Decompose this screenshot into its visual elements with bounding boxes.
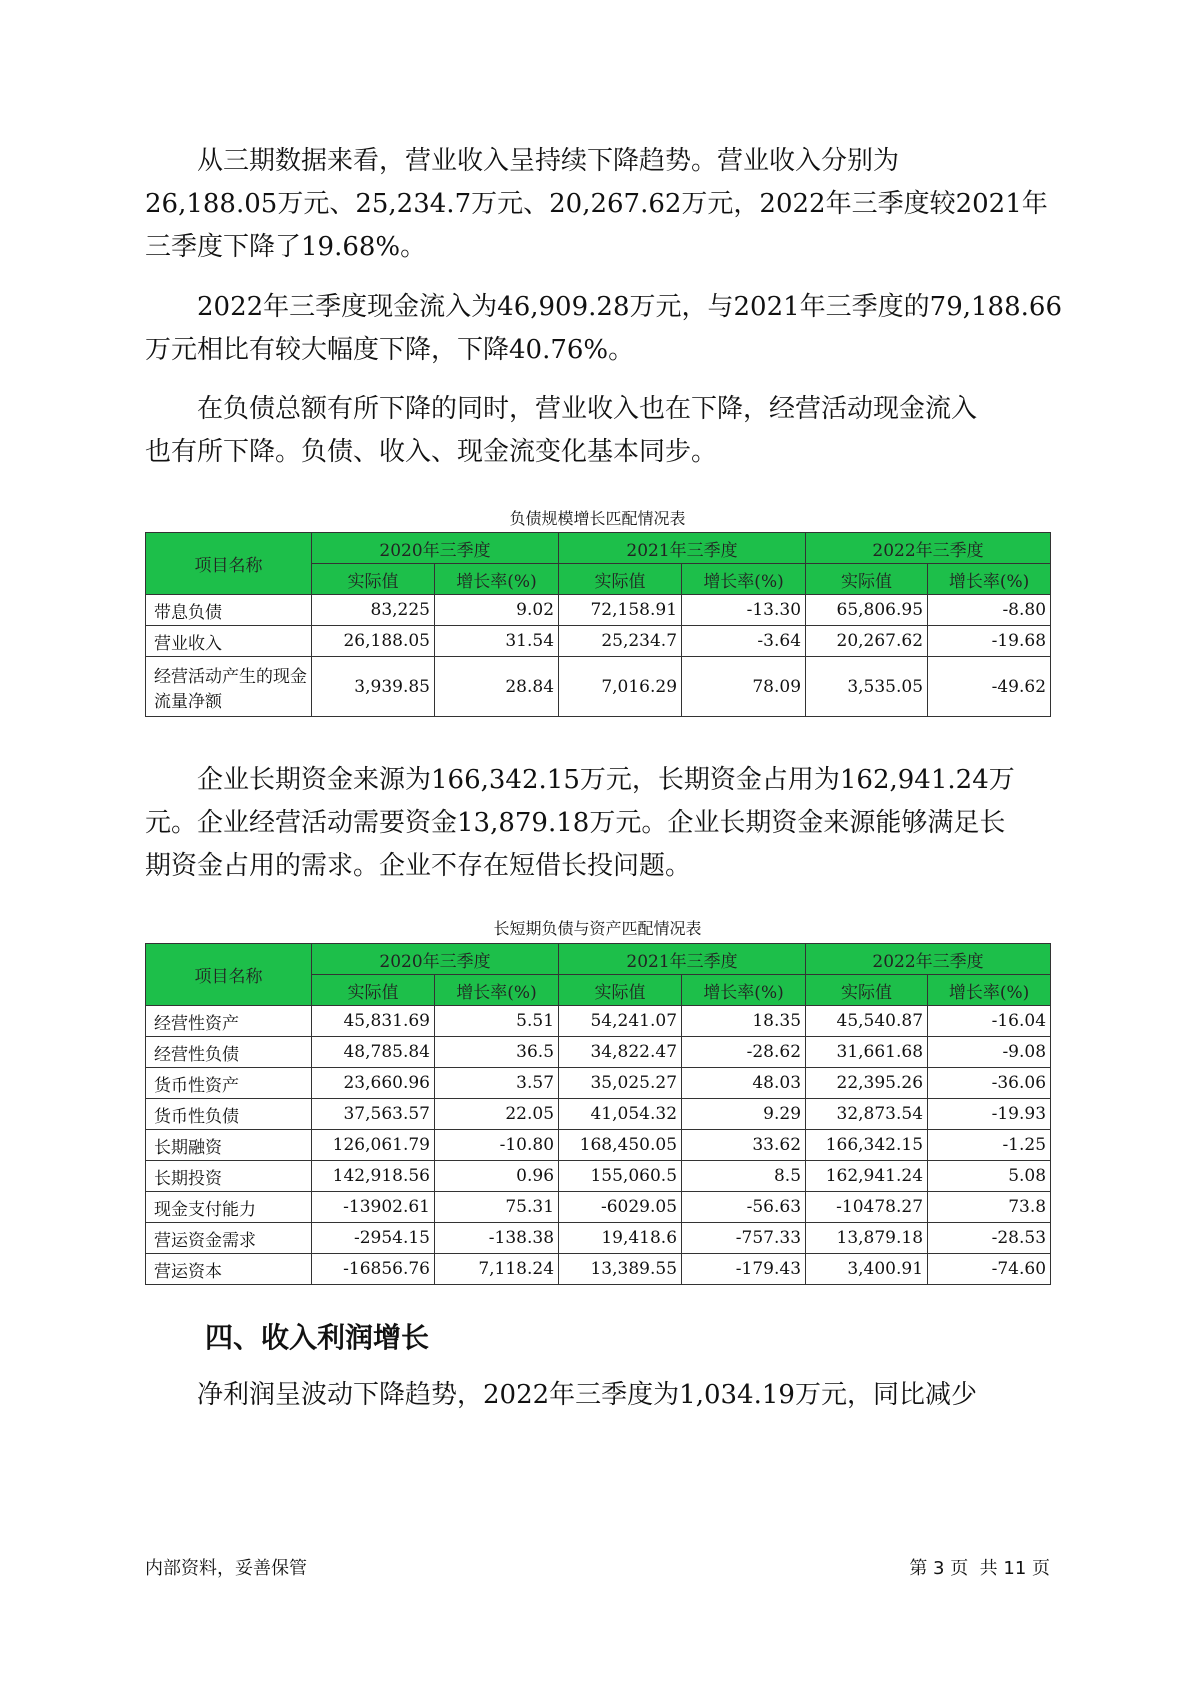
cell-growth-rate: 73.8 — [928, 1192, 1051, 1223]
cell-actual-value: 48,785.84 — [312, 1037, 435, 1068]
paragraph-net-profit — [145, 1374, 1050, 1417]
paragraph-line: 万元相比有较大幅度下降，下降40.76%。 — [145, 335, 635, 365]
table-caption: 长短期负债与资产匹配情况表 — [493, 919, 702, 938]
column-header-actual: 实际值 — [312, 564, 435, 595]
cell-growth-rate: 31.54 — [435, 626, 559, 657]
table-row — [146, 1037, 1051, 1068]
column-header-item-name: 项目名称 — [146, 533, 312, 595]
paragraph-line: 净利润呈波动下降趋势，2022年三季度为1,034.19万元，同比减少 — [197, 1380, 977, 1410]
cell-actual-value: 3,535.05 — [806, 657, 928, 717]
cell-actual-value: 142,918.56 — [312, 1161, 435, 1192]
cell-growth-rate: -13.30 — [682, 595, 806, 626]
cell-growth-rate: -28.62 — [682, 1037, 806, 1068]
table-row — [146, 1068, 1051, 1099]
column-header-actual: 实际值 — [312, 975, 435, 1006]
paragraph-line: 2022年三季度现金流入为46,909.28万元，与2021年三季度的79,188.66 — [197, 292, 1062, 322]
row-label: 经营活动产生的现金流量净额 — [146, 657, 312, 717]
cell-growth-rate: 75.31 — [435, 1192, 559, 1223]
column-header-growth: 增长率(%) — [435, 564, 559, 595]
cell-actual-value: 155,060.5 — [559, 1161, 682, 1192]
paragraph-line: 在负债总额有所下降的同时，营业收入也在下降，经营活动现金流入 — [197, 394, 978, 424]
row-label: 营业收入 — [146, 626, 312, 657]
cell-actual-value: 7,016.29 — [559, 657, 682, 717]
footer-confidential: 内部资料，妥善保管 — [145, 1558, 307, 1579]
section-heading: 四、收入利润增长 — [205, 1321, 430, 1354]
table-row — [146, 1254, 1051, 1285]
column-header-period: 2022年三季度 — [806, 944, 1051, 975]
table-row — [146, 657, 1051, 717]
cell-growth-rate: -8.80 — [928, 595, 1051, 626]
column-header-actual: 实际值 — [559, 564, 682, 595]
cell-actual-value: 45,540.87 — [806, 1006, 928, 1037]
cell-actual-value: -13902.61 — [312, 1192, 435, 1223]
cell-growth-rate: -1.25 — [928, 1130, 1051, 1161]
cell-actual-value: 26,188.05 — [312, 626, 435, 657]
row-label: 经营性负债 — [146, 1037, 312, 1068]
cell-growth-rate: 18.35 — [682, 1006, 806, 1037]
cell-growth-rate: 22.05 — [435, 1099, 559, 1130]
cell-actual-value: 45,831.69 — [312, 1006, 435, 1037]
paragraph-line: 从三期数据来看，营业收入呈持续下降趋势。营业收入分别为 — [197, 146, 900, 176]
column-header-growth: 增长率(%) — [928, 975, 1051, 1006]
table-row — [146, 626, 1051, 657]
cell-growth-rate: 36.5 — [435, 1037, 559, 1068]
cell-growth-rate: -9.08 — [928, 1037, 1051, 1068]
cell-actual-value: -6029.05 — [559, 1192, 682, 1223]
row-label: 长期融资 — [146, 1130, 312, 1161]
footer-page-number: 第 3 页 共 11 页 — [909, 1558, 1050, 1579]
cell-growth-rate: -36.06 — [928, 1068, 1051, 1099]
cell-growth-rate: 0.96 — [435, 1161, 559, 1192]
cell-growth-rate: -56.63 — [682, 1192, 806, 1223]
paragraph-line: 也有所下降。负债、收入、现金流变化基本同步。 — [145, 437, 718, 467]
cell-growth-rate: -19.93 — [928, 1099, 1051, 1130]
column-header-period: 2022年三季度 — [806, 533, 1051, 564]
table-row — [146, 1130, 1051, 1161]
cell-growth-rate: 33.62 — [682, 1130, 806, 1161]
cell-actual-value: 32,873.54 — [806, 1099, 928, 1130]
row-label: 经营性资产 — [146, 1006, 312, 1037]
cell-actual-value: 34,822.47 — [559, 1037, 682, 1068]
cell-growth-rate: 7,118.24 — [435, 1254, 559, 1285]
row-label: 货币性资产 — [146, 1068, 312, 1099]
cell-actual-value: -2954.15 — [312, 1223, 435, 1254]
column-header-item-name: 项目名称 — [146, 944, 312, 1006]
cell-actual-value: 35,025.27 — [559, 1068, 682, 1099]
table-row — [146, 1161, 1051, 1192]
paragraph-line: 元。企业经营活动需要资金13,879.18万元。企业长期资金来源能够满足长 — [145, 808, 1006, 838]
row-label: 现金支付能力 — [146, 1192, 312, 1223]
cell-growth-rate: -10.80 — [435, 1130, 559, 1161]
column-header-period: 2021年三季度 — [559, 944, 806, 975]
column-header-actual: 实际值 — [806, 975, 928, 1006]
cell-growth-rate: -179.43 — [682, 1254, 806, 1285]
cell-actual-value: 65,806.95 — [806, 595, 928, 626]
cell-growth-rate: 28.84 — [435, 657, 559, 717]
cell-actual-value: 13,879.18 — [806, 1223, 928, 1254]
cell-growth-rate: 3.57 — [435, 1068, 559, 1099]
cell-actual-value: 3,400.91 — [806, 1254, 928, 1285]
cell-growth-rate: 48.03 — [682, 1068, 806, 1099]
cell-actual-value: 168,450.05 — [559, 1130, 682, 1161]
paragraph-line: 企业长期资金来源为166,342.15万元，长期资金占用为162,941.24万 — [197, 765, 1015, 795]
cell-growth-rate: 9.29 — [682, 1099, 806, 1130]
column-header-period: 2021年三季度 — [559, 533, 806, 564]
paragraph-line: 26,188.05万元、25,234.7万元、20,267.62万元，2022年三季度较2021年 — [145, 189, 1048, 219]
cell-actual-value: -16856.76 — [312, 1254, 435, 1285]
cell-growth-rate: 5.51 — [435, 1006, 559, 1037]
cell-actual-value: 162,941.24 — [806, 1161, 928, 1192]
cell-actual-value: 25,234.7 — [559, 626, 682, 657]
column-header-growth: 增长率(%) — [435, 975, 559, 1006]
cell-growth-rate: 5.08 — [928, 1161, 1051, 1192]
cell-growth-rate: -138.38 — [435, 1223, 559, 1254]
cell-actual-value: 20,267.62 — [806, 626, 928, 657]
cell-actual-value: 126,061.79 — [312, 1130, 435, 1161]
cell-actual-value: 31,661.68 — [806, 1037, 928, 1068]
row-label: 带息负债 — [146, 595, 312, 626]
row-label: 长期投资 — [146, 1161, 312, 1192]
column-header-growth: 增长率(%) — [928, 564, 1051, 595]
row-label: 营运资金需求 — [146, 1223, 312, 1254]
column-header-growth: 增长率(%) — [682, 564, 806, 595]
cell-growth-rate: 8.5 — [682, 1161, 806, 1192]
cell-actual-value: 22,395.26 — [806, 1068, 928, 1099]
row-label: 货币性负债 — [146, 1099, 312, 1130]
column-header-actual: 实际值 — [559, 975, 682, 1006]
cell-growth-rate: 78.09 — [682, 657, 806, 717]
paragraph-line: 三季度下降了19.68%。 — [145, 232, 427, 262]
cell-actual-value: 83,225 — [312, 595, 435, 626]
paragraph-cashflow — [145, 286, 1062, 372]
cell-actual-value: 19,418.6 — [559, 1223, 682, 1254]
paragraph-long-term-funds — [145, 759, 1050, 888]
column-header-actual: 实际值 — [806, 564, 928, 595]
cell-growth-rate: -757.33 — [682, 1223, 806, 1254]
column-header-period: 2020年三季度 — [312, 944, 559, 975]
cell-growth-rate: -3.64 — [682, 626, 806, 657]
table-row — [146, 595, 1051, 626]
debt-growth-table — [145, 532, 1051, 717]
cell-actual-value: 23,660.96 — [312, 1068, 435, 1099]
table-row — [146, 1099, 1051, 1130]
column-header-growth: 增长率(%) — [682, 975, 806, 1006]
table-row — [146, 1006, 1051, 1037]
table-row — [146, 1223, 1051, 1254]
cell-growth-rate: 9.02 — [435, 595, 559, 626]
cell-actual-value: 54,241.07 — [559, 1006, 682, 1037]
row-label: 营运资本 — [146, 1254, 312, 1285]
paragraph-debt-sync — [145, 388, 1050, 474]
column-header-period: 2020年三季度 — [312, 533, 559, 564]
cell-growth-rate: -28.53 — [928, 1223, 1051, 1254]
cell-growth-rate: -19.68 — [928, 626, 1051, 657]
table-caption: 负债规模增长匹配情况表 — [509, 509, 686, 528]
paragraph-line: 期资金占用的需求。企业不存在短借长投问题。 — [145, 851, 692, 881]
cell-growth-rate: -16.04 — [928, 1006, 1051, 1037]
cell-actual-value: 72,158.91 — [559, 595, 682, 626]
asset-liability-match-table — [145, 943, 1051, 1285]
paragraph-revenue — [145, 140, 1050, 269]
cell-growth-rate: -49.62 — [928, 657, 1051, 717]
cell-actual-value: 41,054.32 — [559, 1099, 682, 1130]
cell-actual-value: 13,389.55 — [559, 1254, 682, 1285]
table-row — [146, 1192, 1051, 1223]
cell-actual-value: -10478.27 — [806, 1192, 928, 1223]
cell-actual-value: 166,342.15 — [806, 1130, 928, 1161]
cell-actual-value: 37,563.57 — [312, 1099, 435, 1130]
cell-growth-rate: -74.60 — [928, 1254, 1051, 1285]
cell-actual-value: 3,939.85 — [312, 657, 435, 717]
